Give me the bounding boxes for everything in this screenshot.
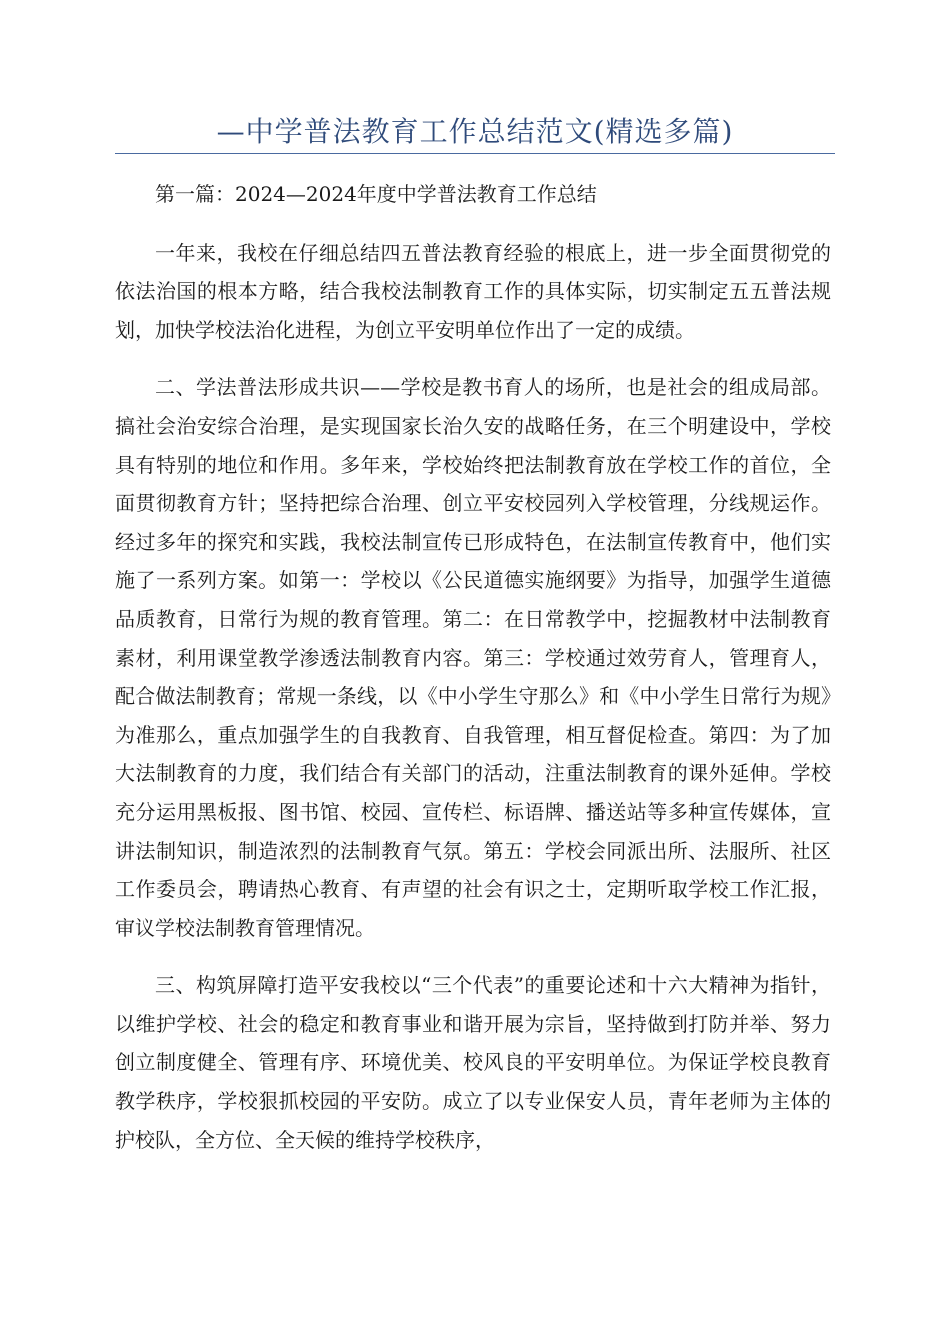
document-body (115, 175, 831, 1178)
paragraph-section-three: 三、构筑屏障打造平安我校以“三个代表”的重要论述和十六大精神为指针，以维护学校、社会的稳定和教育事业和谐开展为宗旨，坚持做到打防并举、努力创立制度健全、管理有序、环境优美、校风良的平安明单位。为保证学校良教育教学秩序，学校狠抓校园的平安防。成立了以专业保安人员，青年老师为主体的护校队，全方位、全天候的维持学校秩序， (115, 973, 831, 1152)
paragraph-intro: 一年来，我校在仔细总结四五普法教育经验的根底上，进一步全面贯彻党的依法治国的根本方略，结合我校法制教育工作的具体实际，切实制定五五普法规划，加快学校法治化进程，为创立平安明单位作出了一定的成绩。 (115, 240, 831, 342)
section-heading: 第一篇：2024—2024年度中学普法教育工作总结 (155, 182, 597, 206)
title-underline (115, 153, 835, 154)
document-title: —中学普法教育工作总结范文(精选多篇) (216, 115, 734, 148)
paragraph-section-two: 二、学法普法形成共识——学校是教书育人的场所，也是社会的组成局部。搞社会治安综合治理，是实现国家长治久安的战略任务，在三个明建设中，学校具有特别的地位和作用。多年来，学校始终把法制教育放在学校工作的首位，全面贯彻教育方针；坚持把综合治理、创立平安校园列入学校管理，分线规运作。经过多年的探究和实践，我校法制宣传已形成特色，在法制宣传教育中，他们实施了一系列方案。如第一：学校以《公民道德实施纲要》为指导，加强学生道德品质教育，日常行为规的教育管理。第二：在日常教学中，挖掘教材中法制教育素材，利用课堂教学渗透法制教育内容。第三：学校通过效劳育人，管理育人，配合做法制教育；常规一条线，以《中小学生守那么》和《中小学生日常行为规》为准那么，重点加强学生的自我教育、自我管理，相互督促检查。第四：为了加大法制教育的力度，我们结合有关部门的活动，注重法制教育的课外延伸。学校充分运用黑板报、图书馆、校园、宣传栏、标语牌、播送站等多种宣传媒体，宣讲法制知识，制造浓烈的法制教育气氛。第五：学校会同派出所、法服所、社区工作委员会，聘请热心教育、有声望的社会有识之士，定期听取学校工作汇报，审议学校法制教育管理情况。 (115, 375, 831, 940)
